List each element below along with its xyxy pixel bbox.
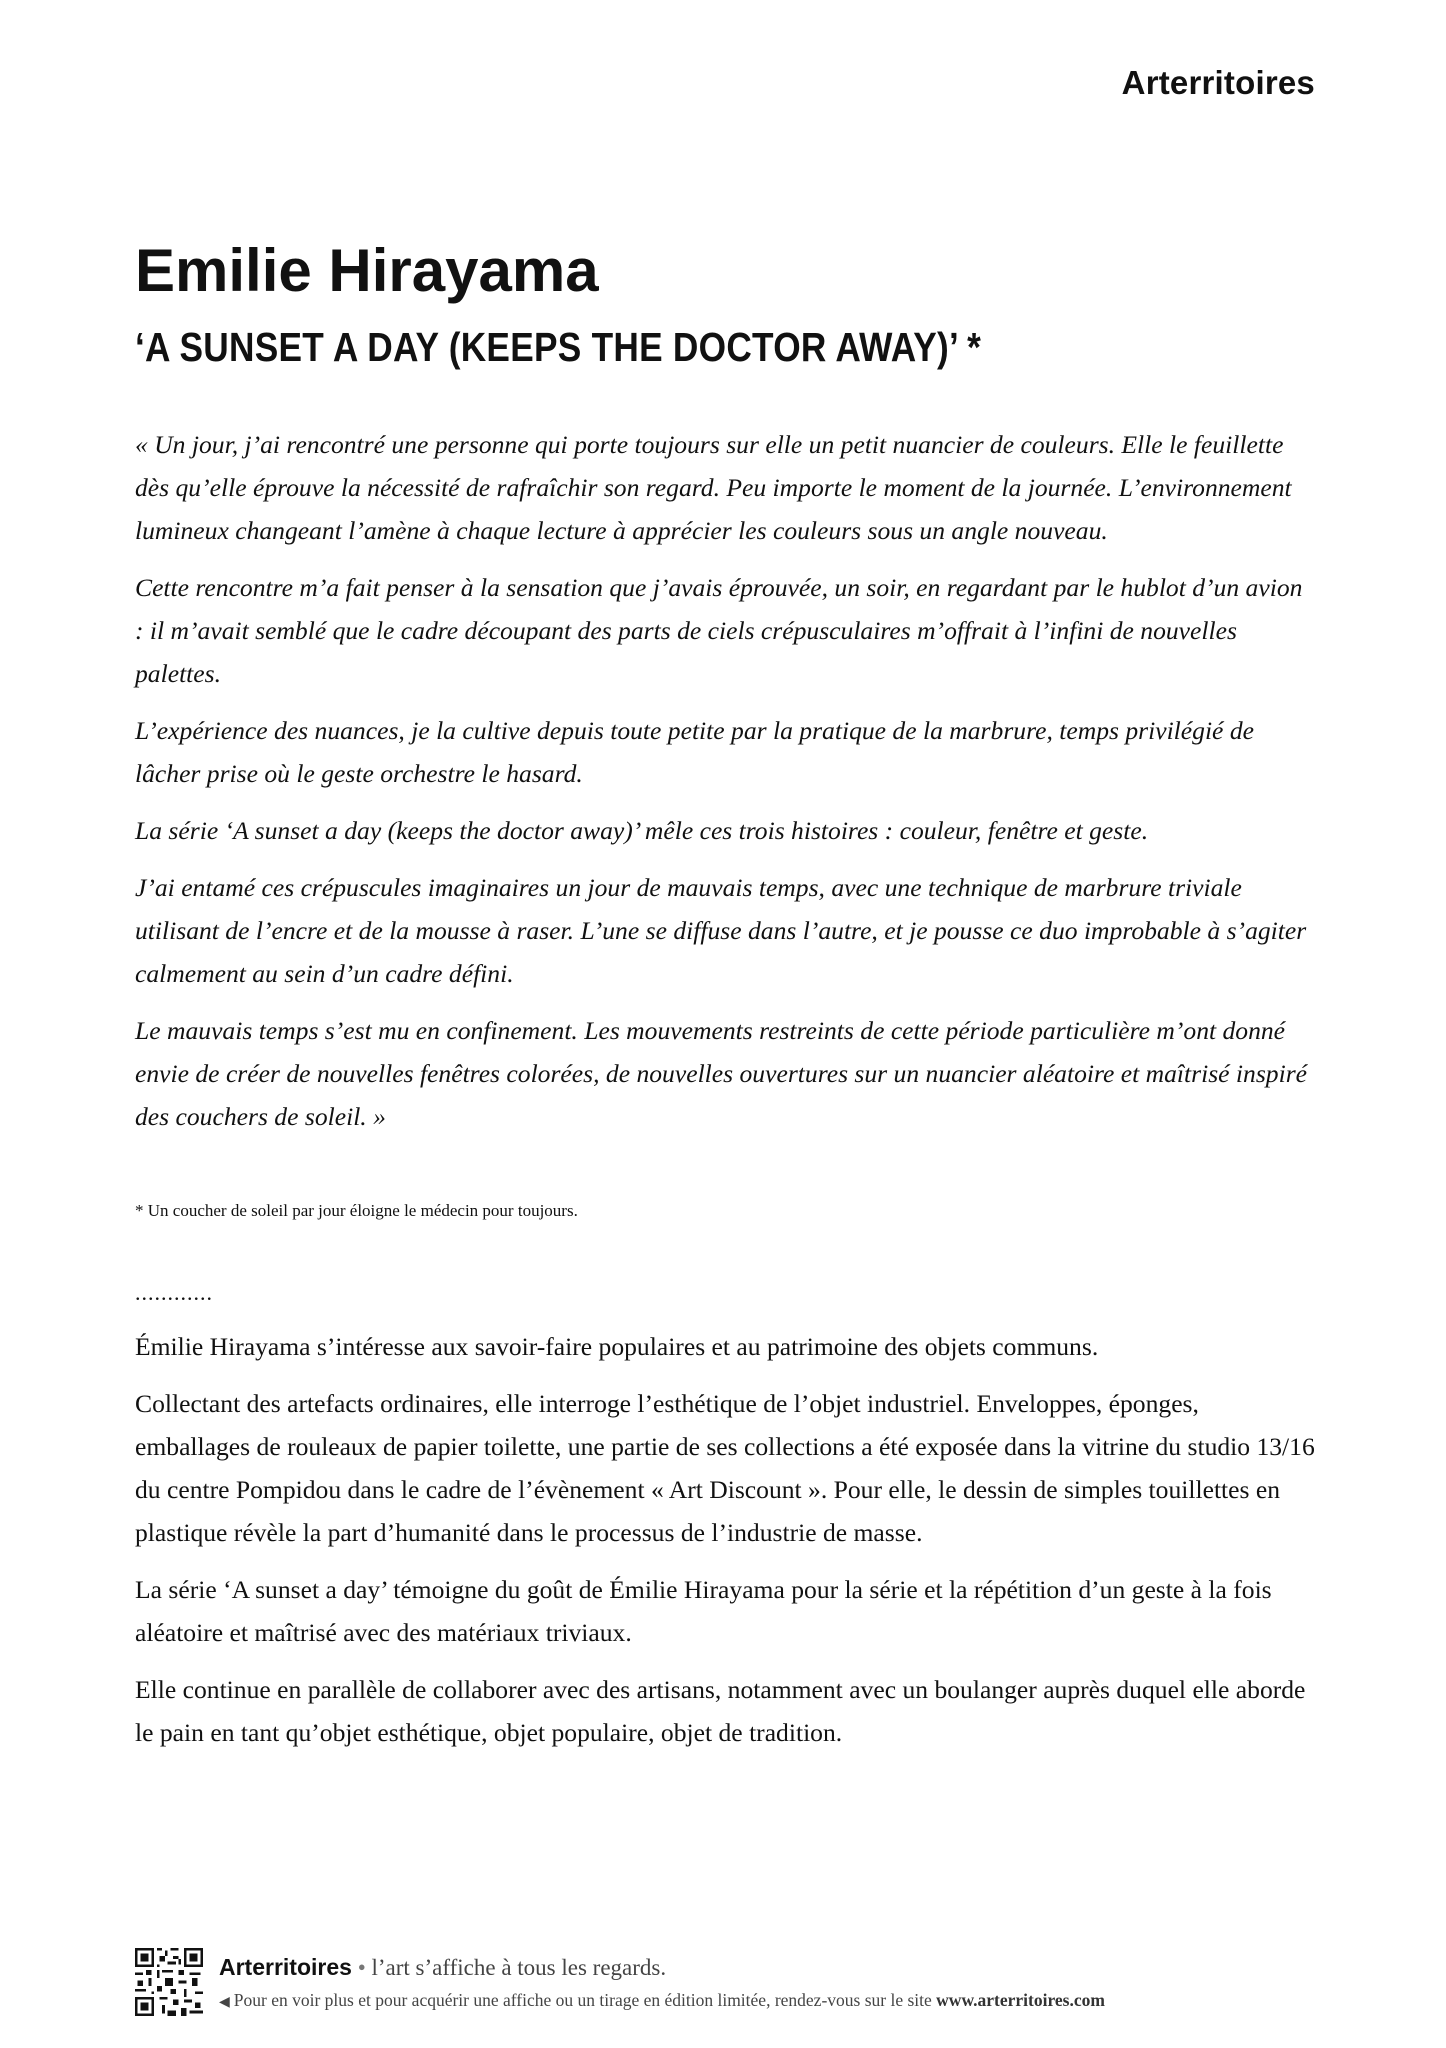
qr-code-icon[interactable] [135, 1948, 203, 2016]
footnote: * Un coucher de soleil par jour éloigne le médecin pour toujours. [135, 1201, 578, 1220]
website-link[interactable]: www.arterritoires.com [936, 1990, 1105, 2010]
bio-paragraph: Elle continue en parallèle de collaborer avec des artisans, notamment avec un boulanger auprès duquel elle aborde le pain en tant qu’objet esthétique, objet populaire, objet de tradition. [135, 1675, 1306, 1747]
footer-tagline-text: l’art s’affiche à tous les regards. [371, 1955, 667, 1980]
bio-paragraph: Émilie Hirayama s’intéresse aux savoir-faire populaires et au patrimoine des objets communs. [135, 1332, 1099, 1361]
quote-paragraph: « Un jour, j’ai rencontré une personne qui porte toujours sur elle un petit nuancier de couleurs. Elle le feuillette dès qu’elle éprouve la nécessité de rafraîchir son regard. Peu importe le moment de la journée. L’environnement lumineux changeant l’amène à chaque lecture à apprécier les couleurs sous un angle nouveau. [135, 430, 1292, 545]
triangle-left-icon: ◀ [219, 1994, 230, 2010]
series-title: ‘A SUNSET A DAY (KEEPS THE DOCTOR AWAY)’ * [135, 324, 982, 370]
quote-paragraph: La série ‘A sunset a day (keeps the doctor away)’ mêle ces trois histoires : couleur, fenêtre et geste. [135, 816, 1149, 845]
artist-quote [135, 423, 1315, 1152]
footer-tagline [219, 1954, 666, 1981]
quote-paragraph: Cette rencontre m’a fait penser à la sensation que j’avais éprouvée, un soir, en regardant par le hublot d’un avion : il m’avait semblé que le cadre découpant des parts de ciels crépusculaires m’offrait à l’infini de nouvelles palettes. [135, 573, 1303, 688]
footer-cta-text: Pour en voir plus et pour acquérir une affiche ou un tirage en édition limitée, rendez-vous sur le site [233, 1990, 932, 2010]
bio-paragraph: Collectant des artefacts ordinaires, elle interroge l’esthétique de l’objet industriel. Enveloppes, éponges, emballages de rouleaux de papier toilette, une partie de ses collections a été exposée dans la vitrine du studio 13/16 du centre Pompidou dans le cadre de l’évènement « Art Discount ». Pour elle, le dessin de simples touillettes en plastique révèle la part d’humanité dans le processus de l’industrie de masse. [135, 1389, 1315, 1547]
footer-brand: Arterritoires [219, 1954, 352, 1980]
footer [135, 1948, 1315, 2018]
artist-bio [135, 1325, 1315, 1768]
artist-name: Emilie Hirayama [135, 237, 599, 304]
footer-separator: • [357, 1955, 366, 1980]
footer-cta [219, 1990, 1105, 2011]
quote-paragraph: L’expérience des nuances, je la cultive depuis toute petite par la pratique de la marbrure, temps privilégié de lâcher prise où le geste orchestre le hasard. [135, 716, 1254, 788]
header-brand: Arterritoires [1121, 64, 1315, 101]
quote-paragraph: Le mauvais temps s’est mu en confinement. Les mouvements restreints de cette période particulière m’ont donné envie de créer de nouvelles fenêtres colorées, de nouvelles ouvertures sur un nuancier aléatoire et maîtrisé inspiré des couchers de soleil. » [135, 1016, 1308, 1131]
quote-paragraph: J’ai entamé ces crépuscules imaginaires un jour de mauvais temps, avec une technique de marbrure triviale utilisant de l’encre et de la mousse à raser. L’une se diffuse dans l’autre, et je pousse ce duo improbable à s’agiter calmement au sein d’un cadre défini. [135, 873, 1307, 988]
bio-paragraph: La série ‘A sunset a day’ témoigne du goût de Émilie Hirayama pour la série et la répétition d’un geste à la fois aléatoire et maîtrisé avec des matériaux triviaux. [135, 1575, 1272, 1647]
section-separator: ............ [135, 1280, 213, 1305]
